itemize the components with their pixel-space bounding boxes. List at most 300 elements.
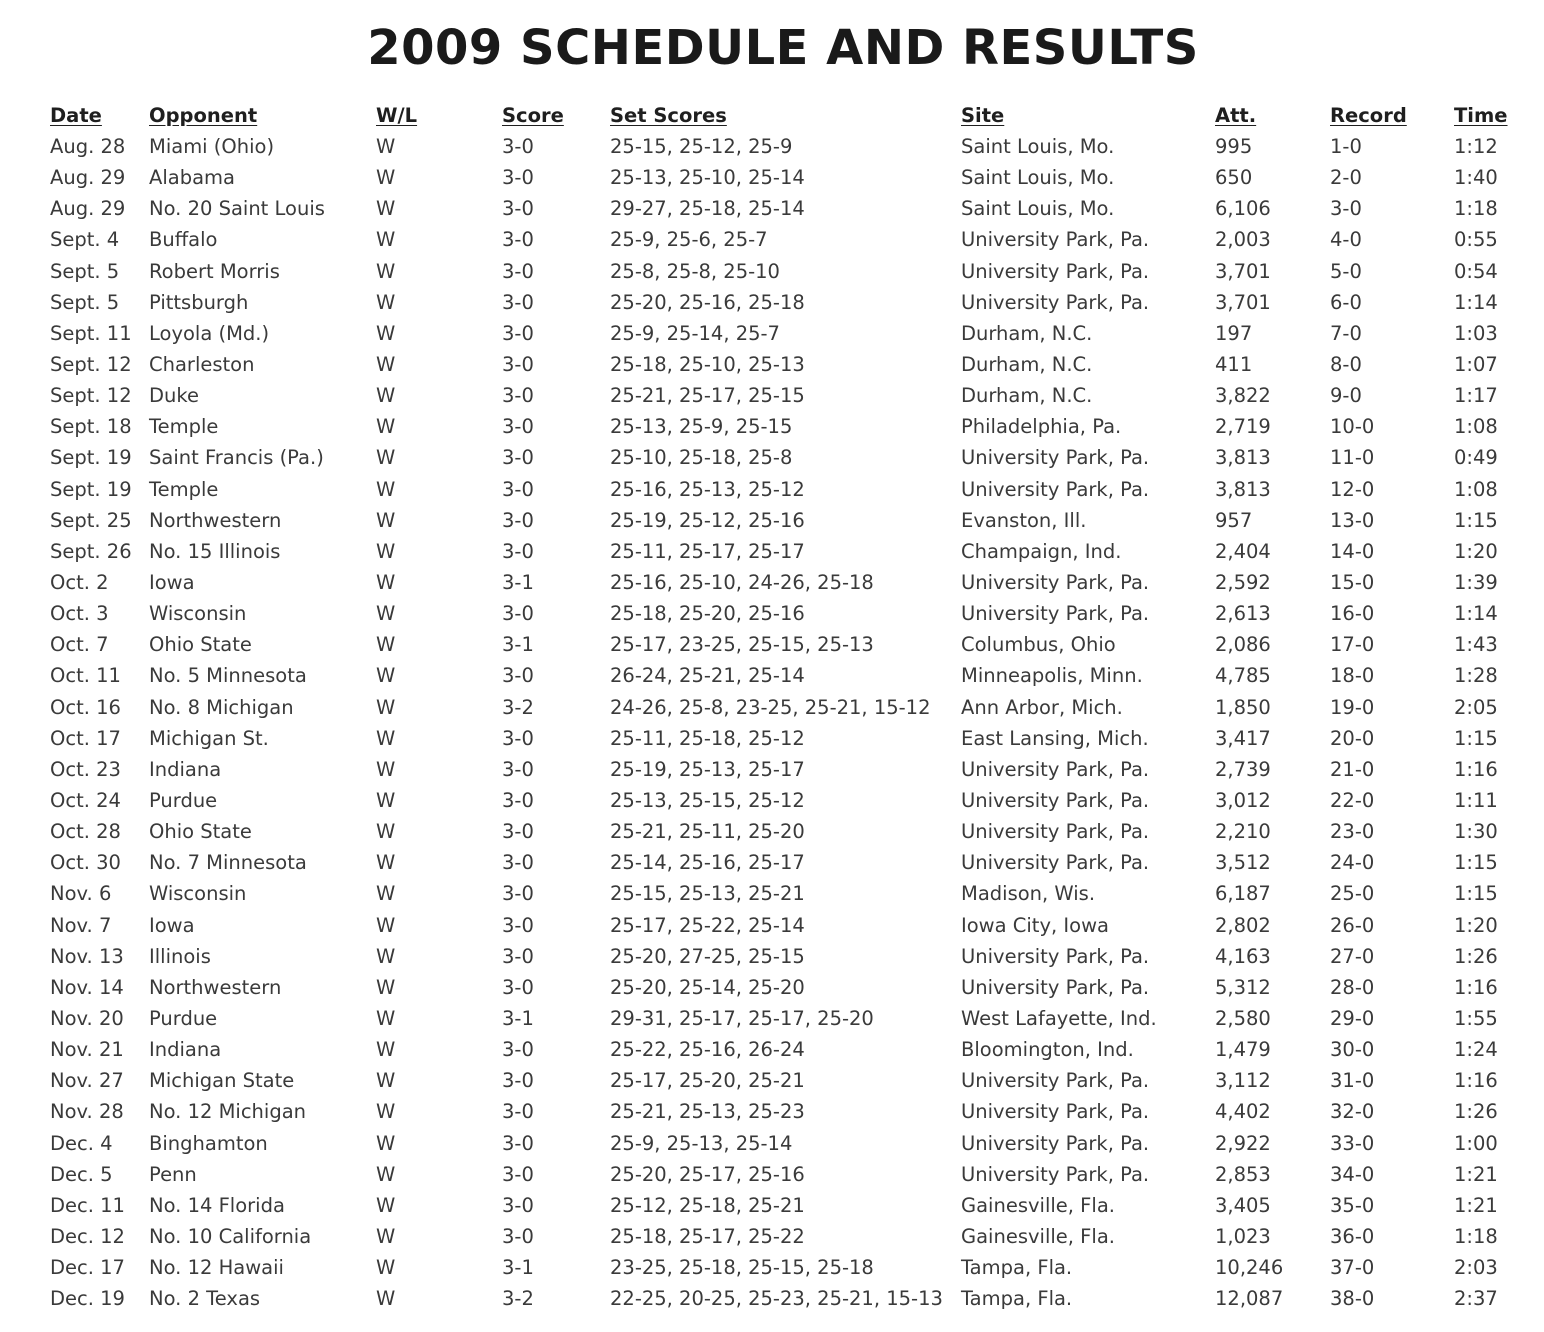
cell-site: Tampa, Fla. — [961, 1256, 1073, 1280]
cell-time: 1:20 — [1454, 913, 1498, 937]
cell-site: University Park, Pa. — [961, 228, 1150, 252]
cell-att: 995 — [1215, 135, 1253, 159]
cell-opponent: Purdue — [149, 789, 218, 813]
cell-time: 1:21 — [1454, 1162, 1498, 1186]
cell-score: 3-0 — [502, 1162, 534, 1186]
cell-time: 1:16 — [1454, 757, 1498, 781]
cell-att: 4,785 — [1215, 664, 1271, 688]
page-title: 2009 SCHEDULE AND RESULTS — [367, 20, 1199, 76]
cell-time: 1:24 — [1454, 1038, 1498, 1062]
cell-att: 2,739 — [1215, 757, 1271, 781]
cell-record: 8-0 — [1330, 353, 1362, 377]
cell-att: 3,813 — [1215, 477, 1271, 501]
cell-score: 3-0 — [502, 851, 534, 875]
cell-opponent: Michigan State — [149, 1069, 295, 1093]
cell-site: Columbus, Ohio — [961, 633, 1116, 657]
cell-att: 2,580 — [1215, 1007, 1271, 1030]
cell-att: 2,802 — [1215, 913, 1271, 937]
cell-site: University Park, Pa. — [961, 975, 1150, 999]
cell-opponent: Indiana — [149, 757, 222, 781]
cell-date: Oct. 23 — [50, 757, 121, 781]
cell-set-scores: 25-13, 25-10, 25-14 — [610, 166, 805, 190]
cell-wl: W — [376, 384, 396, 408]
cell-score: 3-0 — [502, 228, 534, 252]
cell-time: 1:30 — [1454, 820, 1498, 844]
table-row — [50, 1034, 1510, 1065]
cell-wl: W — [376, 789, 396, 813]
cell-date: Sept. 26 — [50, 539, 132, 563]
table-row — [50, 1159, 1510, 1190]
cell-date: Oct. 30 — [50, 851, 121, 875]
cell-site: University Park, Pa. — [961, 477, 1150, 501]
cell-site: Evanston, Ill. — [961, 508, 1087, 532]
cell-wl: W — [376, 602, 396, 626]
cell-opponent: Penn — [149, 1162, 197, 1186]
cell-att: 2,592 — [1215, 571, 1271, 595]
cell-time: 0:49 — [1454, 446, 1498, 470]
table-row — [50, 380, 1510, 411]
cell-date: Oct. 28 — [50, 820, 121, 844]
cell-opponent: Duke — [149, 384, 199, 408]
cell-date: Aug. 29 — [50, 166, 126, 190]
cell-set-scores: 25-15, 25-12, 25-9 — [610, 135, 793, 159]
cell-att: 2,086 — [1215, 633, 1271, 657]
cell-set-scores: 25-20, 25-16, 25-18 — [610, 290, 805, 314]
cell-att: 1,479 — [1215, 1038, 1271, 1062]
cell-time: 1:16 — [1454, 975, 1498, 999]
cell-record: 15-0 — [1330, 571, 1375, 595]
cell-record: 6-0 — [1330, 290, 1362, 314]
cell-time: 2:03 — [1454, 1256, 1498, 1280]
cell-opponent: No. 10 California — [149, 1224, 312, 1248]
cell-time: 2:37 — [1454, 1287, 1498, 1311]
cell-site: University Park, Pa. — [961, 290, 1150, 314]
cell-att: 3,701 — [1215, 259, 1271, 283]
cell-score: 3-0 — [502, 197, 534, 221]
table-row — [50, 972, 1510, 1003]
cell-site: Gainesville, Fla. — [961, 1193, 1115, 1217]
table-row — [50, 162, 1510, 193]
cell-wl: W — [376, 415, 396, 439]
cell-set-scores: 25-16, 25-13, 25-12 — [610, 477, 805, 501]
cell-score: 3-1 — [502, 633, 534, 657]
cell-date: Aug. 28 — [50, 135, 126, 159]
cell-att: 3,112 — [1215, 1069, 1271, 1093]
cell-wl: W — [376, 913, 396, 937]
cell-att: 1,850 — [1215, 695, 1271, 719]
cell-site: Champaign, Ind. — [961, 539, 1122, 563]
cell-record: 21-0 — [1330, 757, 1375, 781]
cell-set-scores: 25-11, 25-18, 25-12 — [610, 726, 805, 750]
cell-set-scores: 25-11, 25-17, 25-17 — [610, 539, 805, 563]
cell-opponent: Loyola (Md.) — [149, 321, 270, 345]
cell-record: 24-0 — [1330, 851, 1375, 875]
cell-att: 3,813 — [1215, 446, 1271, 470]
cell-set-scores: 25-8, 25-8, 25-10 — [610, 259, 780, 283]
cell-record: 12-0 — [1330, 477, 1375, 501]
cell-set-scores: 26-24, 25-21, 25-14 — [610, 664, 805, 688]
cell-score: 3-0 — [502, 1069, 534, 1093]
cell-set-scores: 25-21, 25-17, 25-15 — [610, 384, 805, 408]
cell-score: 3-0 — [502, 290, 534, 314]
cell-opponent: No. 2 Texas — [149, 1287, 261, 1311]
cell-date: Sept. 11 — [50, 321, 132, 345]
cell-date: Aug. 29 — [50, 197, 126, 221]
table-row — [50, 1190, 1510, 1221]
cell-time: 1:20 — [1454, 539, 1498, 563]
cell-date: Oct. 11 — [50, 664, 121, 688]
cell-opponent: Alabama — [149, 166, 235, 190]
cell-att: 3,012 — [1215, 789, 1271, 813]
cell-date: Sept. 5 — [50, 290, 120, 314]
cell-time: 1:26 — [1454, 1100, 1498, 1124]
cell-score: 3-0 — [502, 353, 534, 377]
cell-time: 1:26 — [1454, 944, 1498, 968]
cell-att: 6,187 — [1215, 882, 1271, 906]
table-row — [50, 131, 1510, 162]
cell-record: 31-0 — [1330, 1069, 1375, 1093]
cell-wl: W — [376, 290, 396, 314]
cell-date: Sept. 25 — [50, 508, 132, 532]
cell-site: Saint Louis, Mo. — [961, 197, 1115, 221]
cell-date: Sept. 5 — [50, 259, 120, 283]
cell-time: 1:11 — [1454, 789, 1498, 813]
cell-site: Tampa, Fla. — [961, 1287, 1073, 1311]
cell-date: Sept. 12 — [50, 384, 132, 408]
cell-date: Nov. 21 — [50, 1038, 124, 1062]
cell-wl: W — [376, 321, 396, 345]
header-att: Att. — [1215, 104, 1257, 127]
cell-score: 3-0 — [502, 135, 534, 159]
cell-record: 5-0 — [1330, 259, 1362, 283]
cell-record: 32-0 — [1330, 1100, 1375, 1124]
cell-date: Oct. 7 — [50, 633, 109, 657]
cell-wl: W — [376, 166, 396, 190]
cell-site: Bloomington, Ind. — [961, 1038, 1134, 1062]
cell-set-scores: 25-17, 25-22, 25-14 — [610, 913, 805, 937]
cell-opponent: Saint Francis (Pa.) — [149, 446, 324, 470]
table-row — [50, 629, 1510, 660]
cell-record: 1-0 — [1330, 135, 1362, 159]
cell-record: 9-0 — [1330, 384, 1362, 408]
cell-wl: W — [376, 1162, 396, 1186]
table-row — [50, 1065, 1510, 1096]
cell-date: Oct. 2 — [50, 571, 109, 595]
cell-att: 197 — [1215, 321, 1253, 345]
cell-record: 14-0 — [1330, 539, 1375, 563]
cell-time: 1:07 — [1454, 353, 1498, 377]
cell-att: 957 — [1215, 508, 1253, 532]
table-row — [50, 224, 1510, 255]
cell-opponent: Temple — [149, 477, 219, 501]
cell-score: 3-1 — [502, 1256, 534, 1280]
cell-site: University Park, Pa. — [961, 851, 1150, 875]
cell-time: 0:55 — [1454, 228, 1498, 252]
cell-time: 1:12 — [1454, 135, 1498, 159]
cell-opponent: No. 12 Hawaii — [149, 1256, 284, 1280]
cell-score: 3-0 — [502, 820, 534, 844]
cell-score: 3-0 — [502, 913, 534, 937]
cell-score: 3-0 — [502, 726, 534, 750]
cell-wl: W — [376, 882, 396, 906]
cell-site: University Park, Pa. — [961, 820, 1150, 844]
cell-site: University Park, Pa. — [961, 571, 1150, 595]
cell-set-scores: 25-15, 25-13, 25-21 — [610, 882, 805, 906]
header-set-scores: Set Scores — [610, 104, 727, 127]
cell-set-scores: 25-18, 25-20, 25-16 — [610, 602, 805, 626]
cell-att: 2,210 — [1215, 820, 1271, 844]
table-header — [50, 100, 1510, 131]
table-row — [50, 349, 1510, 380]
cell-date: Sept. 18 — [50, 415, 132, 439]
cell-time: 1:21 — [1454, 1193, 1498, 1217]
cell-wl: W — [376, 944, 396, 968]
table-row — [50, 442, 1510, 473]
cell-att: 5,312 — [1215, 975, 1271, 999]
cell-att: 2,613 — [1215, 602, 1271, 626]
cell-date: Nov. 7 — [50, 913, 112, 937]
cell-time: 1:08 — [1454, 415, 1498, 439]
cell-opponent: Illinois — [149, 944, 211, 968]
cell-site: Durham, N.C. — [961, 321, 1093, 345]
cell-score: 3-0 — [502, 757, 534, 781]
cell-set-scores: 22-25, 20-25, 25-23, 25-21, 15-13 — [610, 1287, 943, 1311]
cell-set-scores: 25-20, 25-17, 25-16 — [610, 1162, 805, 1186]
cell-score: 3-0 — [502, 446, 534, 470]
cell-score: 3-0 — [502, 539, 534, 563]
cell-record: 16-0 — [1330, 602, 1375, 626]
cell-wl: W — [376, 1007, 396, 1030]
cell-set-scores: 29-27, 25-18, 25-14 — [610, 197, 805, 221]
cell-att: 650 — [1215, 166, 1253, 190]
cell-site: University Park, Pa. — [961, 1162, 1150, 1186]
cell-opponent: Northwestern — [149, 508, 282, 532]
cell-site: University Park, Pa. — [961, 789, 1150, 813]
cell-set-scores: 24-26, 25-8, 23-25, 25-21, 15-12 — [610, 695, 931, 719]
cell-site: Madison, Wis. — [961, 882, 1096, 906]
cell-wl: W — [376, 228, 396, 252]
cell-opponent: No. 20 Saint Louis — [149, 197, 325, 221]
table-row — [50, 1283, 1510, 1314]
cell-opponent: Miami (Ohio) — [149, 135, 275, 159]
cell-site: Durham, N.C. — [961, 384, 1093, 408]
cell-site: Durham, N.C. — [961, 353, 1093, 377]
cell-set-scores: 25-13, 25-9, 25-15 — [610, 415, 793, 439]
cell-score: 3-0 — [502, 321, 534, 345]
cell-date: Oct. 24 — [50, 789, 121, 813]
cell-score: 3-0 — [502, 944, 534, 968]
cell-wl: W — [376, 571, 396, 595]
cell-date: Sept. 12 — [50, 353, 132, 377]
cell-time: 1:00 — [1454, 1131, 1498, 1155]
header-site: Site — [961, 104, 1005, 127]
table-row — [50, 474, 1510, 505]
cell-date: Sept. 4 — [50, 228, 120, 252]
cell-wl: W — [376, 664, 396, 688]
cell-opponent: Purdue — [149, 1007, 218, 1030]
cell-opponent: Wisconsin — [149, 882, 247, 906]
cell-time: 1:40 — [1454, 166, 1498, 190]
cell-wl: W — [376, 197, 396, 221]
cell-opponent: Buffalo — [149, 228, 218, 252]
cell-record: 11-0 — [1330, 446, 1375, 470]
cell-set-scores: 25-19, 25-12, 25-16 — [610, 508, 805, 532]
cell-score: 3-0 — [502, 1038, 534, 1062]
cell-score: 3-0 — [502, 166, 534, 190]
cell-opponent: Iowa — [149, 571, 195, 595]
cell-record: 26-0 — [1330, 913, 1375, 937]
cell-date: Nov. 13 — [50, 944, 124, 968]
cell-wl: W — [376, 851, 396, 875]
cell-opponent: No. 12 Michigan — [149, 1100, 307, 1124]
table-row — [50, 598, 1510, 629]
cell-att: 10,246 — [1215, 1256, 1284, 1280]
cell-time: 2:05 — [1454, 695, 1498, 719]
cell-record: 37-0 — [1330, 1256, 1375, 1280]
cell-date: Dec. 17 — [50, 1256, 125, 1280]
cell-wl: W — [376, 1131, 396, 1155]
cell-record: 18-0 — [1330, 664, 1375, 688]
cell-site: University Park, Pa. — [961, 259, 1150, 283]
table-row — [50, 505, 1510, 536]
cell-time: 1:18 — [1454, 1224, 1498, 1248]
cell-score: 3-2 — [502, 695, 534, 719]
cell-time: 1:14 — [1454, 290, 1498, 314]
cell-set-scores: 25-9, 25-14, 25-7 — [610, 321, 780, 345]
cell-wl: W — [376, 757, 396, 781]
table-row — [50, 1252, 1510, 1283]
cell-wl: W — [376, 135, 396, 159]
cell-record: 29-0 — [1330, 1007, 1375, 1030]
cell-score: 3-0 — [502, 664, 534, 688]
cell-score: 3-1 — [502, 571, 534, 595]
cell-att: 2,719 — [1215, 415, 1271, 439]
cell-record: 20-0 — [1330, 726, 1375, 750]
cell-att: 4,163 — [1215, 944, 1271, 968]
cell-time: 1:43 — [1454, 633, 1498, 657]
cell-opponent: Pittsburgh — [149, 290, 249, 314]
cell-site: University Park, Pa. — [961, 1100, 1150, 1124]
cell-site: University Park, Pa. — [961, 944, 1150, 968]
cell-att: 3,822 — [1215, 384, 1271, 408]
cell-wl: W — [376, 975, 396, 999]
cell-site: East Lansing, Mich. — [961, 726, 1149, 750]
cell-att: 3,405 — [1215, 1193, 1271, 1217]
cell-date: Oct. 3 — [50, 602, 109, 626]
cell-record: 3-0 — [1330, 197, 1362, 221]
table-row — [50, 256, 1510, 287]
cell-att: 6,106 — [1215, 197, 1271, 221]
cell-wl: W — [376, 1069, 396, 1093]
cell-score: 3-0 — [502, 1193, 534, 1217]
cell-wl: W — [376, 508, 396, 532]
cell-score: 3-0 — [502, 789, 534, 813]
table-row — [50, 785, 1510, 816]
cell-set-scores: 25-16, 25-10, 24-26, 25-18 — [610, 571, 874, 595]
table-body — [50, 131, 1510, 1314]
cell-site: Saint Louis, Mo. — [961, 166, 1115, 190]
cell-score: 3-0 — [502, 259, 534, 283]
cell-time: 1:16 — [1454, 1069, 1498, 1093]
cell-record: 7-0 — [1330, 321, 1362, 345]
cell-opponent: Iowa — [149, 913, 195, 937]
cell-site: University Park, Pa. — [961, 1131, 1150, 1155]
cell-opponent: No. 15 Illinois — [149, 539, 281, 563]
cell-record: 27-0 — [1330, 944, 1375, 968]
table-row — [50, 536, 1510, 567]
cell-record: 33-0 — [1330, 1131, 1375, 1155]
cell-record: 25-0 — [1330, 882, 1375, 906]
cell-score: 3-1 — [502, 1007, 534, 1030]
cell-time: 1:03 — [1454, 321, 1498, 345]
table-row — [50, 754, 1510, 785]
cell-set-scores: 25-17, 25-20, 25-21 — [610, 1069, 805, 1093]
cell-record: 23-0 — [1330, 820, 1375, 844]
cell-wl: W — [376, 1038, 396, 1062]
cell-att: 3,701 — [1215, 290, 1271, 314]
cell-date: Nov. 6 — [50, 882, 112, 906]
cell-wl: W — [376, 1287, 396, 1311]
cell-site: University Park, Pa. — [961, 757, 1150, 781]
cell-record: 30-0 — [1330, 1038, 1375, 1062]
cell-record: 10-0 — [1330, 415, 1375, 439]
cell-record: 4-0 — [1330, 228, 1362, 252]
cell-wl: W — [376, 1100, 396, 1124]
cell-date: Dec. 19 — [50, 1287, 125, 1311]
header-wl: W/L — [376, 104, 418, 127]
cell-time: 1:17 — [1454, 384, 1498, 408]
header-time: Time — [1454, 104, 1508, 127]
cell-opponent: Wisconsin — [149, 602, 247, 626]
table-row — [50, 318, 1510, 349]
cell-set-scores: 29-31, 25-17, 25-17, 25-20 — [610, 1007, 874, 1030]
cell-record: 2-0 — [1330, 166, 1362, 190]
cell-set-scores: 25-18, 25-10, 25-13 — [610, 353, 805, 377]
cell-score: 3-0 — [502, 1224, 534, 1248]
cell-set-scores: 25-9, 25-13, 25-14 — [610, 1131, 793, 1155]
cell-site: Gainesville, Fla. — [961, 1224, 1115, 1248]
table-row — [50, 1003, 1510, 1034]
cell-wl: W — [376, 726, 396, 750]
cell-att: 2,404 — [1215, 539, 1271, 563]
header-score: Score — [502, 104, 564, 127]
table-row — [50, 1096, 1510, 1127]
cell-set-scores: 25-22, 25-16, 26-24 — [610, 1038, 805, 1062]
cell-score: 3-0 — [502, 1131, 534, 1155]
cell-date: Sept. 19 — [50, 446, 132, 470]
cell-date: Dec. 5 — [50, 1162, 113, 1186]
cell-att: 411 — [1215, 353, 1253, 377]
cell-score: 3-0 — [502, 384, 534, 408]
cell-opponent: No. 8 Michigan — [149, 695, 294, 719]
cell-wl: W — [376, 446, 396, 470]
table-row — [50, 1221, 1510, 1252]
cell-wl: W — [376, 633, 396, 657]
cell-site: University Park, Pa. — [961, 602, 1150, 626]
cell-time: 1:15 — [1454, 851, 1498, 875]
cell-date: Sept. 19 — [50, 477, 132, 501]
cell-record: 13-0 — [1330, 508, 1375, 532]
header-record: Record — [1330, 104, 1407, 127]
cell-record: 38-0 — [1330, 1287, 1375, 1311]
cell-time: 1:14 — [1454, 602, 1498, 626]
cell-date: Dec. 4 — [50, 1131, 113, 1155]
cell-time: 1:39 — [1454, 571, 1498, 595]
cell-site: West Lafayette, Ind. — [961, 1007, 1157, 1030]
cell-date: Nov. 28 — [50, 1100, 124, 1124]
header-row — [50, 100, 1510, 131]
cell-opponent: Charleston — [149, 353, 255, 377]
